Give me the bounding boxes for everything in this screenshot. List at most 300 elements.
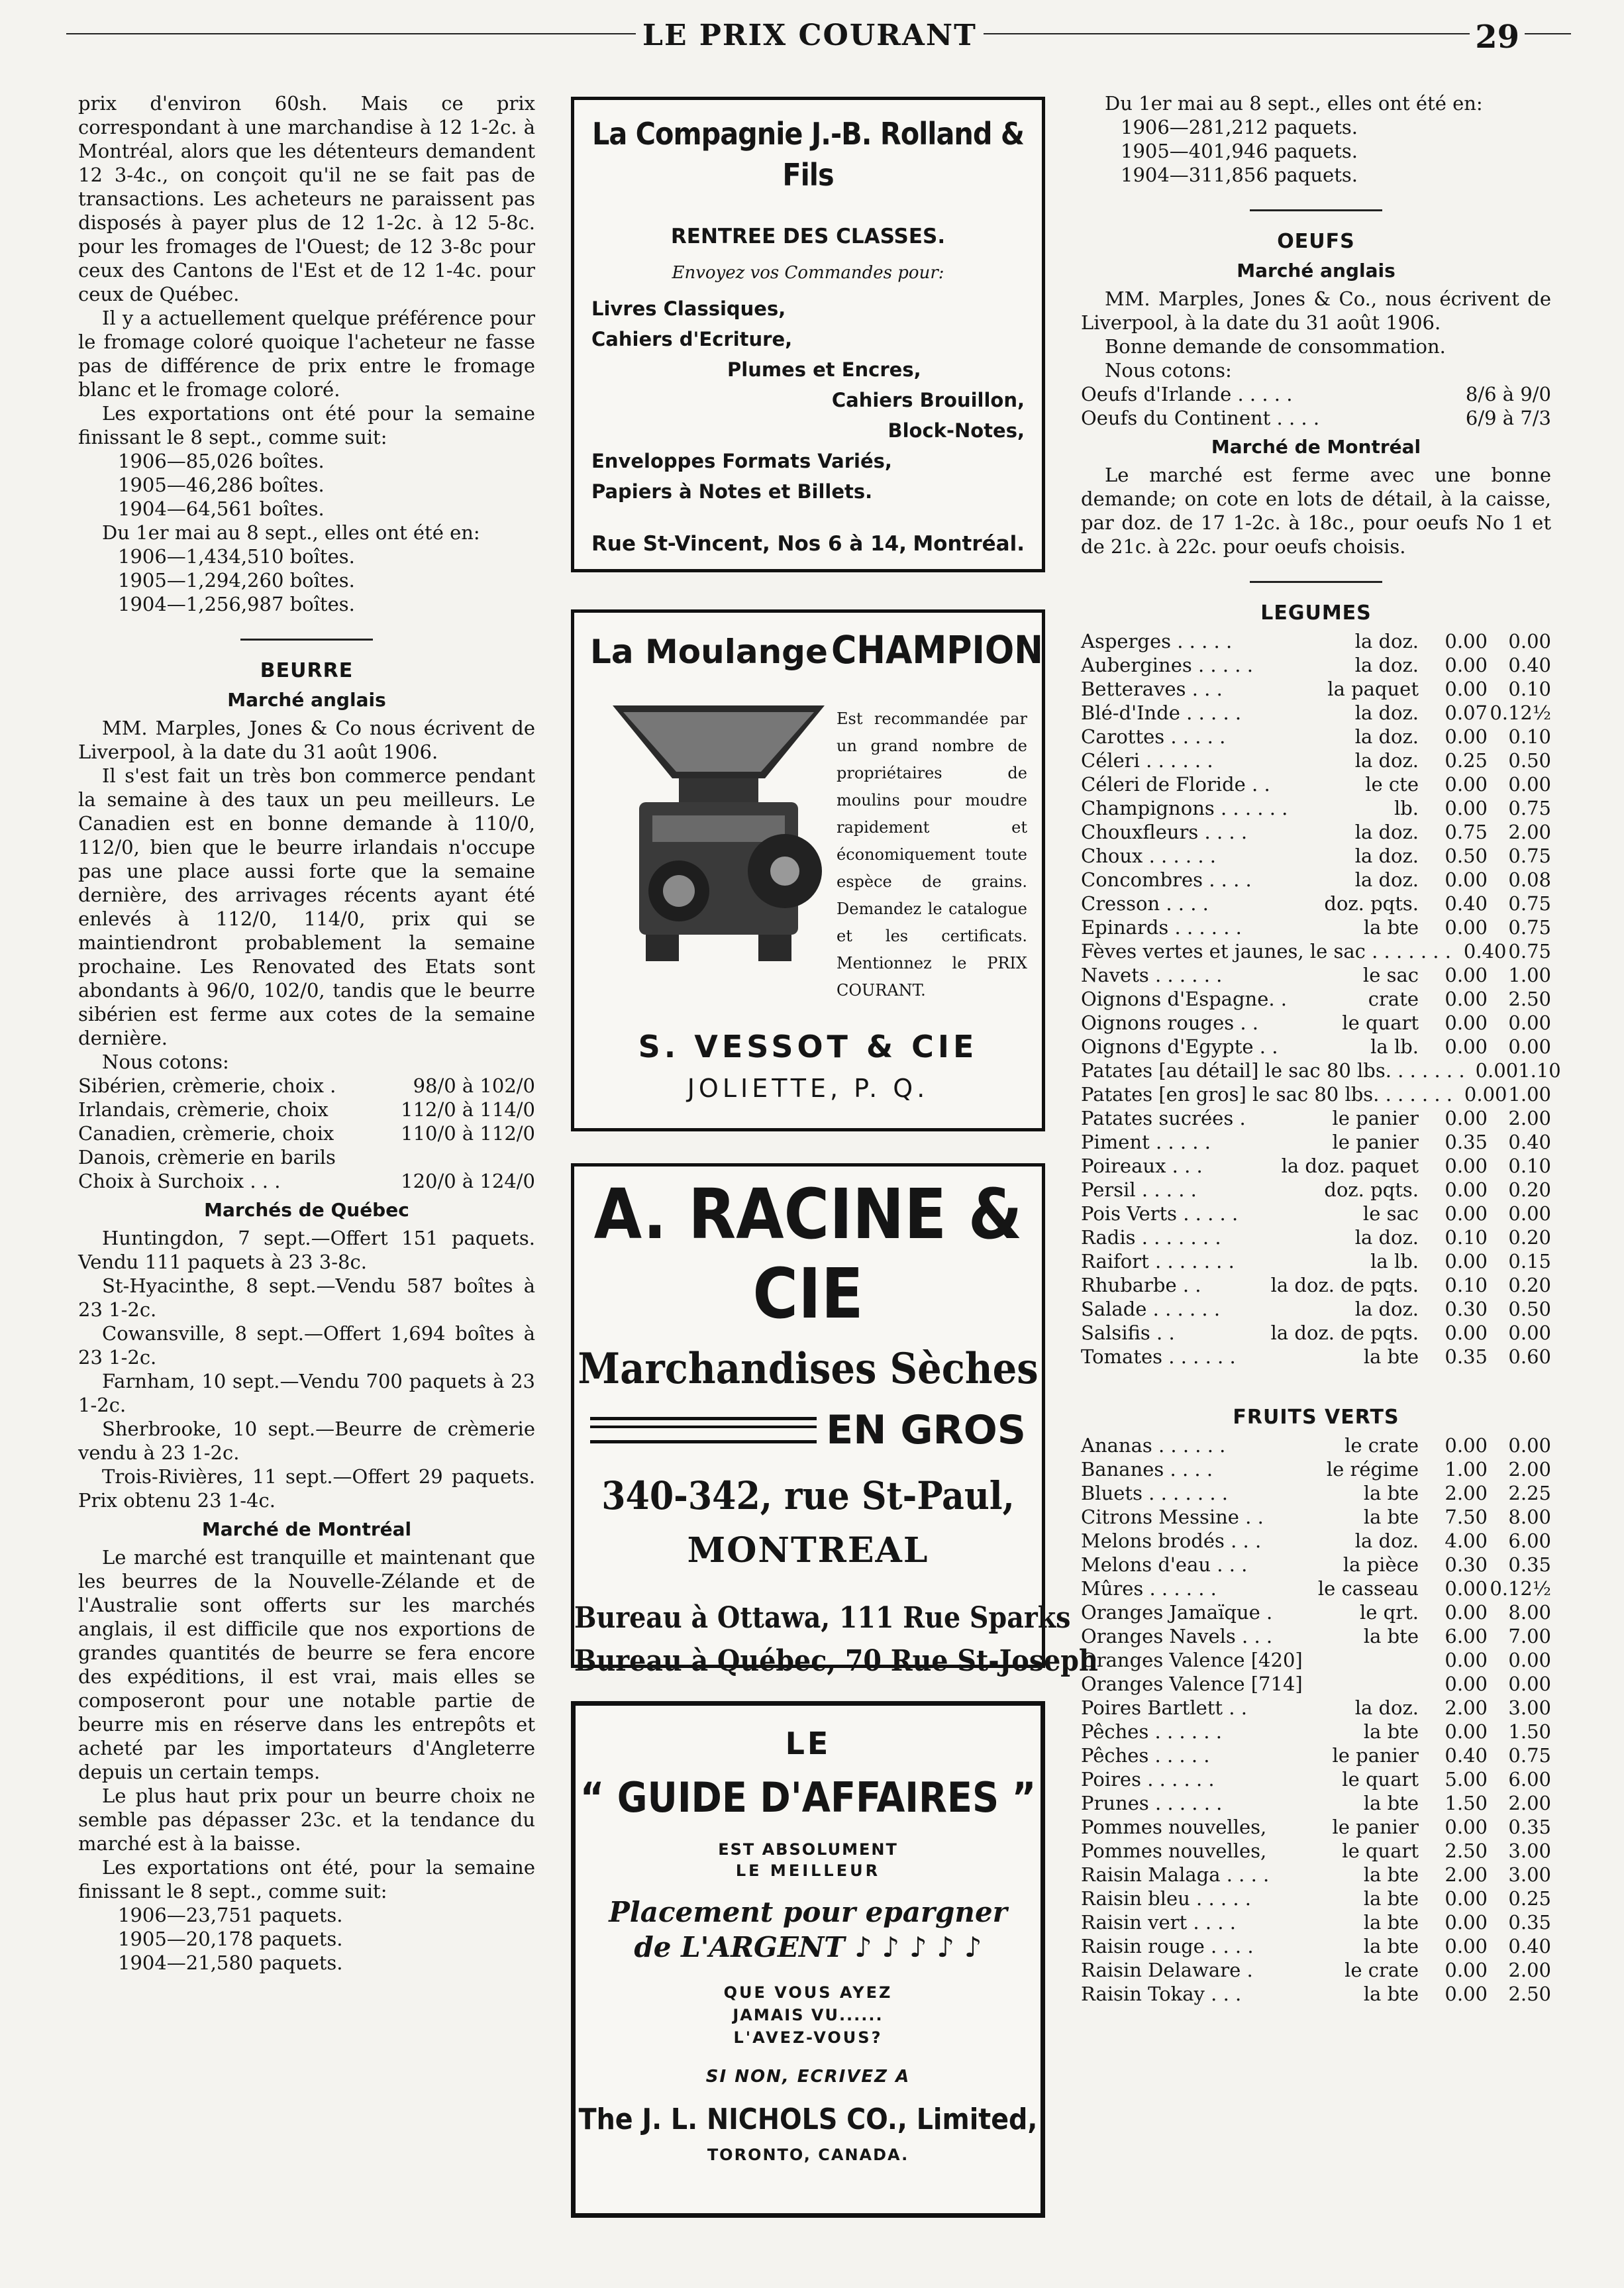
ad-guide-q1: QUE VOUS AYEZ bbox=[723, 1983, 893, 2002]
beurre-p2: Il s'est fait un très bon commerce pendant la semaine à des taux un peu meilleurs. Le Canadien est en bonne demande à 110/0, 112/0, bien que le beurre irlandais n'occupe pas une place aussi forte que la semaine dernière, des arrivages récents ayant été enlevés à 112/0, 114/0, prix qui se maintiendront probablement la semaine prochaine. Les Renovated des Etats sont abondants à 96/0, 102/0, tandis que le beurre sibérien est ferme aux cotes de la semaine dernière. bbox=[78, 764, 535, 1049]
price-row bbox=[1081, 796, 1551, 820]
item-unit: la doz. bbox=[1354, 1696, 1419, 1719]
price-low: 0.00 bbox=[1445, 1887, 1488, 1910]
item-name: Cresson . . . . bbox=[1081, 892, 1209, 915]
price-low: 0.00 bbox=[1445, 1911, 1488, 1934]
price-low: 0.00 bbox=[1445, 725, 1488, 748]
item-name: Choux . . . . . . bbox=[1081, 845, 1216, 867]
ad-guide-company: The J. L. NICHOLS CO., Limited, bbox=[578, 2103, 1038, 2136]
item-name: Melons d'eau . . . bbox=[1081, 1553, 1248, 1576]
ad-racine bbox=[571, 1163, 1098, 1678]
ad-guide-title: “ GUIDE D'AFFAIRES ” bbox=[580, 1773, 1037, 1822]
item-unit: le panier bbox=[1332, 1131, 1419, 1153]
item-unit: la doz. bbox=[1354, 1530, 1419, 1552]
item-unit: la bte bbox=[1363, 1625, 1419, 1647]
item-unit: la bte bbox=[1363, 916, 1419, 939]
price-low: 0.00 bbox=[1475, 1059, 1519, 1082]
price-low: 0.00 bbox=[1445, 1434, 1488, 1457]
price-high: 2.00 bbox=[1508, 1792, 1551, 1814]
item-name: Oranges Navels . . . bbox=[1081, 1625, 1273, 1647]
item-unit: la doz. bbox=[1354, 1298, 1419, 1320]
price-low: 0.00 bbox=[1445, 1202, 1488, 1225]
price-low: 0.30 bbox=[1445, 1553, 1488, 1576]
item-name: Navets . . . . . . bbox=[1081, 964, 1223, 986]
price-row: Sibérien, crèmerie, choix . 98/0 à 102/0 bbox=[78, 1074, 535, 1097]
cheese-exports: Les exportations ont été pour la semaine finissant le 8 sept., comme suit: bbox=[78, 402, 535, 448]
beurre-cotes bbox=[78, 1074, 535, 1193]
item-unit: la bte bbox=[1363, 1911, 1419, 1934]
item-name: Raisin vert . . . . bbox=[1081, 1911, 1236, 1934]
item-name: Piment . . . . . bbox=[1081, 1131, 1211, 1153]
price-high: 0.40 bbox=[1508, 1131, 1551, 1153]
item-name: Blé-d'Inde . . . . . bbox=[1081, 702, 1242, 724]
cheese-season: Du 1er mai au 8 sept., elles ont été en: bbox=[102, 521, 480, 544]
oeufs-p2: Bonne demande de consommation. bbox=[1105, 335, 1446, 358]
price-high: 7.00 bbox=[1508, 1625, 1551, 1647]
price-high: 0.35 bbox=[1508, 1911, 1551, 1934]
ad-champion bbox=[571, 609, 1045, 1131]
list-item: 1906—1,434,510 boîtes. bbox=[118, 545, 355, 568]
price-row bbox=[1081, 1743, 1551, 1767]
price-high: 2.00 bbox=[1508, 1107, 1551, 1129]
price-low: 0.40 bbox=[1445, 1744, 1488, 1767]
quebec-market: Sherbrooke, 10 sept.—Beurre de crèmerie vendu à 23 1-2c. bbox=[78, 1418, 535, 1464]
item-unit: le sac bbox=[1362, 964, 1419, 986]
item-unit bbox=[1451, 939, 1462, 963]
quebec-market: Cowansville, 8 sept.—Offert 1,694 boîtes à 23 1-2c. bbox=[78, 1322, 535, 1369]
price-high: 0.08 bbox=[1508, 868, 1551, 891]
price-row bbox=[1081, 868, 1551, 892]
list-item: 1905—20,178 paquets. bbox=[118, 1928, 343, 1950]
item-name: Bluets . . . . . . . bbox=[1081, 1482, 1229, 1504]
item-name: Ananas . . . . . . bbox=[1081, 1434, 1226, 1457]
item-name: Poires . . . . . . bbox=[1081, 1768, 1215, 1791]
list-item: 1904—311,856 paquets. bbox=[1121, 164, 1358, 186]
item-name: Tomates . . . . . . bbox=[1081, 1345, 1236, 1368]
fruits-table bbox=[1081, 1433, 1551, 2006]
price-high: 0.75 bbox=[1508, 1744, 1551, 1767]
list-item: 1904—21,580 paquets. bbox=[118, 1951, 343, 1974]
subsection-marches-quebec: Marchés de Québec bbox=[204, 1199, 409, 1221]
item-unit: la doz. de pqts. bbox=[1270, 1274, 1419, 1296]
price-row bbox=[1081, 820, 1551, 844]
ad-racine-engros: EN GROS bbox=[826, 1407, 1026, 1453]
item-unit: la bte bbox=[1363, 1720, 1419, 1743]
price-row bbox=[1081, 749, 1551, 772]
oeufs-p1: MM. Marples, Jones & Co., nous écrivent de Liverpool, à la date du 31 août 1906. bbox=[1081, 287, 1551, 334]
item-name: Prunes . . . . . . bbox=[1081, 1792, 1223, 1814]
subsection-marche-anglais: Marché anglais bbox=[227, 689, 386, 711]
item-name: Raisin Malaga . . . . bbox=[1081, 1863, 1270, 1886]
ad-guide-le: LE bbox=[785, 1726, 831, 1761]
price-row bbox=[1081, 725, 1551, 749]
item-unit: la bte bbox=[1363, 1935, 1419, 1957]
item-unit: le quart bbox=[1342, 1012, 1419, 1034]
ad-rolland-name: La Compagnie J.-B. Rolland & Fils bbox=[591, 116, 1024, 193]
price-high: 8.00 bbox=[1508, 1506, 1551, 1528]
item-unit: la doz. bbox=[1354, 1226, 1419, 1249]
butter-season-list bbox=[1081, 115, 1551, 187]
price-low: 0.25 bbox=[1445, 749, 1488, 772]
price-low: 0.00 bbox=[1445, 1250, 1488, 1273]
price-low: 0.00 bbox=[1445, 1322, 1488, 1344]
price-low: 0.30 bbox=[1445, 1298, 1488, 1320]
butter-season: Du 1er mai au 8 sept., elles ont été en: bbox=[1105, 92, 1483, 115]
price-low: 7.50 bbox=[1445, 1506, 1488, 1528]
item-name: Oignons d'Egypte . . bbox=[1081, 1035, 1278, 1058]
item-unit: la bte bbox=[1363, 1983, 1419, 2005]
cheese-preference: Il y a actuellement quelque préférence pour le fromage coloré quoique l'acheteur ne fasse pas de différence de prix entre le fromage blanc et le fromage coloré. bbox=[78, 307, 535, 401]
ad-guide-place2: de L'ARGENT ♪ ♪ ♪ ♪ ♪ bbox=[634, 1931, 982, 1963]
price-row bbox=[1081, 1457, 1551, 1481]
list-item: 1906—85,026 boîtes. bbox=[118, 450, 325, 472]
price-low: 0.00 bbox=[1445, 1035, 1488, 1058]
price-high: 1.10 bbox=[1518, 1059, 1561, 1082]
list-item: Papiers à Notes et Billets. bbox=[591, 480, 873, 503]
legumes-table bbox=[1081, 629, 1561, 1369]
price-row bbox=[1081, 1767, 1551, 1791]
item-unit bbox=[1465, 1059, 1476, 1082]
price-low: 2.00 bbox=[1445, 1696, 1488, 1719]
price-low: 0.40 bbox=[1445, 892, 1488, 915]
item-unit: la lb. bbox=[1370, 1250, 1419, 1273]
item-unit: le panier bbox=[1332, 1816, 1419, 1838]
item-name: Carottes . . . . . bbox=[1081, 725, 1226, 748]
price-low: 0.00 bbox=[1445, 773, 1488, 796]
item-unit: le panier bbox=[1332, 1744, 1419, 1767]
price-low: 2.00 bbox=[1445, 1863, 1488, 1886]
right-column bbox=[1081, 91, 1561, 2006]
quebec-market: Farnham, 10 sept.—Vendu 700 paquets à 23 1-2c. bbox=[78, 1370, 535, 1416]
price-high: 0.40 bbox=[1508, 654, 1551, 676]
price-row bbox=[1081, 1863, 1551, 1887]
item-unit: la doz. bbox=[1354, 868, 1419, 891]
price-high: 6.00 bbox=[1508, 1530, 1551, 1552]
price-high: 0.50 bbox=[1508, 749, 1551, 772]
item-name: Asperges . . . . . bbox=[1081, 630, 1233, 652]
item-name: Raisin bleu . . . . . bbox=[1081, 1887, 1251, 1910]
beurre-p1: MM. Marples, Jones & Co nous écrivent de Liverpool, à la date du 31 août 1906. bbox=[78, 717, 535, 763]
page-title: LE PRIX COURANT bbox=[636, 19, 984, 52]
price-row bbox=[1081, 1791, 1551, 1815]
item-unit: doz. pqts. bbox=[1324, 892, 1419, 915]
price-low: 0.00 bbox=[1445, 1601, 1488, 1624]
price-high: 0.00 bbox=[1508, 1322, 1551, 1344]
item-name: Patates sucrées . bbox=[1081, 1107, 1246, 1129]
item-unit: le sac bbox=[1362, 1202, 1419, 1225]
price-row bbox=[1081, 1815, 1551, 1839]
ad-racine-ottawa: Bureau à Ottawa, 111 Rue Sparks bbox=[574, 1601, 1071, 1635]
item-name: Salsifis . . bbox=[1081, 1322, 1175, 1344]
price-low: 0.00 bbox=[1445, 1983, 1488, 2005]
item-unit: la paquet bbox=[1327, 678, 1419, 700]
price-row: Canadien, crèmerie, choix 110/0 à 112/0 bbox=[78, 1122, 535, 1145]
item-name: Bananes . . . . bbox=[1081, 1458, 1213, 1481]
price-high: 0.00 bbox=[1508, 1673, 1551, 1695]
price-row bbox=[1081, 1672, 1551, 1696]
price-high: 0.00 bbox=[1508, 773, 1551, 796]
price-row bbox=[1081, 1577, 1551, 1600]
ad-rolland-items bbox=[591, 293, 1025, 507]
price-low: 0.40 bbox=[1463, 940, 1507, 962]
price-low: 0.00 bbox=[1445, 630, 1488, 652]
price-low: 0.00 bbox=[1445, 1816, 1488, 1838]
price-high: 0.75 bbox=[1508, 940, 1551, 962]
price-high: 0.60 bbox=[1508, 1345, 1551, 1368]
price-row bbox=[1081, 1600, 1551, 1624]
price-row bbox=[1081, 1481, 1551, 1505]
price-high: 2.25 bbox=[1508, 1482, 1551, 1504]
page-number: 29 bbox=[1470, 19, 1525, 56]
price-high: 0.35 bbox=[1508, 1553, 1551, 1576]
item-name: Poires Bartlett . . bbox=[1081, 1696, 1247, 1719]
price-row bbox=[1081, 987, 1551, 1011]
price-high: 0.12½ bbox=[1490, 1577, 1551, 1600]
item-name: Rhubarbe . . bbox=[1081, 1274, 1201, 1296]
list-item: 1905—1,294,260 boîtes. bbox=[118, 569, 355, 592]
item-name: Patates [au détail] le sac 80 lbs. . . . . . . bbox=[1081, 1059, 1465, 1082]
price-high: 0.75 bbox=[1508, 892, 1551, 915]
ad-guide-place1: Placement pour epargner bbox=[609, 1896, 1007, 1928]
price-row bbox=[1081, 1982, 1551, 2006]
price-high: 2.00 bbox=[1508, 1959, 1551, 1981]
item-name: Pêches . . . . . . bbox=[1081, 1720, 1222, 1743]
item-name: Pêches . . . . . bbox=[1081, 1744, 1210, 1767]
ad-champion-maker: S. VESSOT & CIE bbox=[638, 1029, 978, 1065]
price-row: Choix à Surchoix . . . 120/0 à 124/0 bbox=[78, 1170, 535, 1192]
price-low: 0.10 bbox=[1445, 1226, 1488, 1249]
decorative-lines bbox=[590, 1417, 817, 1443]
item-name: Persil . . . . . bbox=[1081, 1178, 1197, 1201]
ad-champion-title: La Moulange CHAMPION bbox=[590, 627, 1043, 672]
item-unit: le panier bbox=[1332, 1107, 1419, 1129]
price-high: 0.00 bbox=[1508, 1035, 1551, 1058]
price-low: 0.00 bbox=[1445, 916, 1488, 939]
price-high: 0.20 bbox=[1508, 1178, 1551, 1201]
item-unit: le régime bbox=[1326, 1458, 1419, 1481]
price-high: 2.50 bbox=[1508, 1983, 1551, 2005]
section-title-legumes: LEGUMES bbox=[1260, 601, 1372, 625]
price-low: 0.00 bbox=[1445, 964, 1488, 986]
price-row bbox=[1081, 1225, 1551, 1249]
list-item: Cahiers Brouillon, bbox=[831, 389, 1025, 411]
item-name: Melons brodés . . . bbox=[1081, 1530, 1262, 1552]
price-low: 0.00 bbox=[1445, 1155, 1488, 1177]
ad-racine-line2: Marchandises Sèches bbox=[578, 1344, 1039, 1394]
subsection-marche-montreal: Marché de Montréal bbox=[1211, 436, 1421, 458]
item-unit: la doz. bbox=[1354, 654, 1419, 676]
item-unit: la doz. de pqts. bbox=[1270, 1322, 1419, 1344]
item-unit: le quart bbox=[1342, 1768, 1419, 1791]
item-name: Céleri . . . . . . bbox=[1081, 749, 1213, 772]
ad-guide-q2: JAMAIS VU...... bbox=[733, 2006, 884, 2024]
oeufs-p3: Nous cotons: bbox=[1105, 359, 1232, 382]
list-item: 1906—281,212 paquets. bbox=[1121, 116, 1358, 138]
price-low: 0.07 bbox=[1445, 702, 1488, 724]
item-name: Citrons Messine . . bbox=[1081, 1506, 1264, 1528]
price-high: 0.00 bbox=[1508, 1012, 1551, 1034]
item-unit: la doz. bbox=[1354, 725, 1419, 748]
price-high: 2.00 bbox=[1508, 821, 1551, 843]
price-row bbox=[1081, 963, 1551, 987]
price-low: 0.00 bbox=[1445, 1935, 1488, 1957]
price-high: 0.12½ bbox=[1490, 702, 1551, 724]
item-name: Chouxfleurs . . . . bbox=[1081, 821, 1248, 843]
price-low: 0.00 bbox=[1445, 1673, 1488, 1695]
quebec-market: St-Hyacinthe, 8 sept.—Vendu 587 boîtes à 23 1-2c. bbox=[78, 1274, 535, 1321]
list-item: 1905—401,946 paquets. bbox=[1121, 140, 1358, 162]
price-row bbox=[1081, 1345, 1551, 1369]
price-high: 2.00 bbox=[1508, 1458, 1551, 1481]
price-row bbox=[1081, 677, 1551, 701]
price-low: 0.00 bbox=[1445, 1577, 1488, 1600]
price-low: 0.00 bbox=[1445, 1720, 1488, 1743]
item-unit: le cte bbox=[1365, 773, 1419, 796]
ad-champion-text: Est recommandée par un grand nombre de propriétaires de moulins pour moudre rapidement et économiquement toute espèce de grains. Demandez le catalogue et les certificats. Mentionnez le PRIX COURANT. bbox=[837, 709, 1027, 1000]
price-low: 0.00 bbox=[1445, 1107, 1488, 1129]
item-name: Oranges Jamaïque . bbox=[1081, 1601, 1273, 1624]
price-row bbox=[1081, 1720, 1551, 1743]
price-row bbox=[1081, 1249, 1551, 1273]
item-unit bbox=[1413, 1648, 1424, 1672]
ad-guide-sinon: SI NON, ECRIVEZ A bbox=[705, 2067, 911, 2087]
item-unit: la doz. bbox=[1354, 845, 1419, 867]
ad-rolland-address: Rue St-Vincent, Nos 6 à 14, bbox=[591, 532, 907, 556]
price-row bbox=[1081, 1839, 1551, 1863]
price-low: 0.35 bbox=[1445, 1345, 1488, 1368]
item-name: Patates [en gros] le sac 80 lbs. . . . . . . bbox=[1081, 1083, 1452, 1106]
item-unit: le quart bbox=[1342, 1840, 1419, 1862]
left-column bbox=[78, 91, 535, 1975]
price-row bbox=[1081, 701, 1551, 725]
list-item: Cahiers d'Ecriture, bbox=[591, 328, 793, 350]
price-low: 1.50 bbox=[1445, 1792, 1488, 1814]
price-low: 4.00 bbox=[1445, 1530, 1488, 1552]
ad-guide-city: TORONTO, CANADA. bbox=[707, 2146, 909, 2164]
price-row bbox=[1081, 1059, 1561, 1082]
item-name: Poireaux . . . bbox=[1081, 1155, 1203, 1177]
price-row bbox=[1081, 653, 1551, 677]
price-row bbox=[1081, 1505, 1551, 1529]
price-row bbox=[1081, 1154, 1551, 1178]
price-row bbox=[1081, 915, 1551, 939]
price-low: 0.00 bbox=[1464, 1083, 1507, 1106]
item-unit: crate bbox=[1368, 988, 1419, 1010]
price-high: 0.10 bbox=[1508, 678, 1551, 700]
section-title-fruits: FRUITS VERTS bbox=[1233, 1406, 1399, 1429]
price-low: 0.00 bbox=[1445, 988, 1488, 1010]
ad-rolland-address-row bbox=[591, 532, 1025, 556]
item-unit: la doz. bbox=[1354, 749, 1419, 772]
item-name: Oignons d'Espagne. . bbox=[1081, 988, 1288, 1010]
price-low: 0.00 bbox=[1445, 797, 1488, 819]
price-low: 0.00 bbox=[1445, 1649, 1488, 1671]
price-high: 0.25 bbox=[1508, 1887, 1551, 1910]
price-low: 0.35 bbox=[1445, 1131, 1488, 1153]
item-name: Fèves vertes et jaunes, le sac . . . . . . . bbox=[1081, 940, 1451, 962]
ad-guide-q3: L'AVEZ-VOUS? bbox=[733, 2028, 883, 2047]
price-high: 3.00 bbox=[1508, 1863, 1551, 1886]
ad-racine-engros-row bbox=[590, 1407, 1026, 1453]
price-low: 0.00 bbox=[1445, 654, 1488, 676]
ad-guide-best1: EST ABSOLUMENT bbox=[718, 1840, 898, 1859]
price-high: 3.00 bbox=[1508, 1696, 1551, 1719]
price-row bbox=[1081, 1202, 1551, 1225]
item-unit: la bte bbox=[1363, 1482, 1419, 1504]
item-name: Raifort . . . . . . . bbox=[1081, 1250, 1235, 1273]
list-item: 1905—46,286 boîtes. bbox=[118, 474, 325, 496]
price-row: Oeufs du Continent . . . . 6/9 à 7/3 bbox=[1081, 407, 1551, 429]
price-low: 0.00 bbox=[1445, 1959, 1488, 1981]
price-row: Irlandais, crèmerie, choix 112/0 à 114/0 bbox=[78, 1098, 535, 1121]
item-name: Champignons . . . . . . bbox=[1081, 797, 1288, 819]
item-unit: le qrt. bbox=[1360, 1601, 1419, 1624]
price-row bbox=[1081, 1011, 1551, 1035]
price-low: 6.00 bbox=[1445, 1625, 1488, 1647]
price-low: 0.00 bbox=[1445, 678, 1488, 700]
price-row bbox=[1081, 629, 1551, 653]
price-high: 3.00 bbox=[1508, 1840, 1551, 1862]
price-low: 5.00 bbox=[1445, 1768, 1488, 1791]
price-high: 0.20 bbox=[1508, 1274, 1551, 1296]
price-row bbox=[1081, 1321, 1551, 1345]
price-row bbox=[1081, 1958, 1551, 1982]
price-high: 0.00 bbox=[1508, 1202, 1551, 1225]
price-high: 0.00 bbox=[1508, 1434, 1551, 1457]
item-name: Concombres . . . . bbox=[1081, 868, 1252, 891]
price-row bbox=[1081, 1553, 1551, 1577]
list-item: Plumes et Encres, bbox=[727, 358, 921, 381]
price-row bbox=[1081, 1910, 1551, 1934]
price-high: 0.75 bbox=[1508, 916, 1551, 939]
ad-rolland-city: Montréal. bbox=[913, 532, 1025, 556]
price-row bbox=[1081, 1934, 1551, 1958]
price-row bbox=[1081, 892, 1551, 915]
price-row bbox=[1081, 1035, 1551, 1059]
price-low: 0.00 bbox=[1445, 1012, 1488, 1034]
price-row bbox=[1081, 772, 1551, 796]
divider bbox=[1250, 209, 1382, 211]
price-row: Danois, crèmerie en barils bbox=[78, 1146, 336, 1169]
quebec-market: Huntingdon, 7 sept.—Offert 151 paquets. Vendu 111 paquets à 23 3-8c. bbox=[78, 1227, 535, 1273]
price-row bbox=[1081, 1696, 1551, 1720]
price-high: 0.75 bbox=[1508, 845, 1551, 867]
item-name: Oranges Valence [420] bbox=[1081, 1649, 1303, 1671]
item-name: Aubergines . . . . . bbox=[1081, 654, 1253, 676]
item-unit: la bte bbox=[1363, 1792, 1419, 1814]
price-low: 2.00 bbox=[1445, 1482, 1488, 1504]
montreal-p1: Le marché est tranquille et maintenant que les beurres de la Nouvelle-Zélande et de l'Australie sont offerts sur les marchés anglais, il est difficile que nos exportions de grandes quantités de beurre se fera encore des expéditions, il est vrai, mais elles se composeront pour une notable partie de beurre mis en réserve dans les entrepôts et acheté par les importateurs d'Angleterre depuis un certain temps. bbox=[78, 1546, 535, 1783]
item-name: Céleri de Floride . . bbox=[1081, 773, 1270, 796]
list-item: Livres Classiques, bbox=[591, 297, 786, 320]
price-high: 2.50 bbox=[1508, 988, 1551, 1010]
ad-rolland-rentree: RENTREE DES CLASSES. bbox=[670, 225, 946, 248]
item-unit: la lb. bbox=[1370, 1035, 1419, 1058]
price-low: 0.50 bbox=[1445, 845, 1488, 867]
list-item: 1904—64,561 boîtes. bbox=[118, 497, 325, 520]
price-row: Oeufs d'Irlande . . . . . 8/6 à 9/0 bbox=[1081, 383, 1551, 405]
price-high: 0.20 bbox=[1508, 1226, 1551, 1249]
item-name: Mûres . . . . . . bbox=[1081, 1577, 1217, 1600]
price-low: 0.00 bbox=[1445, 1178, 1488, 1201]
price-high: 1.00 bbox=[1508, 964, 1551, 986]
ad-guide-affaires bbox=[571, 1701, 1045, 2218]
section-title-oeufs: OEUFS bbox=[1277, 230, 1355, 253]
divider bbox=[240, 639, 373, 641]
item-name: Raisin Tokay . . . bbox=[1081, 1983, 1242, 2005]
price-row bbox=[1081, 1529, 1551, 1553]
item-name: Salade . . . . . . bbox=[1081, 1298, 1221, 1320]
